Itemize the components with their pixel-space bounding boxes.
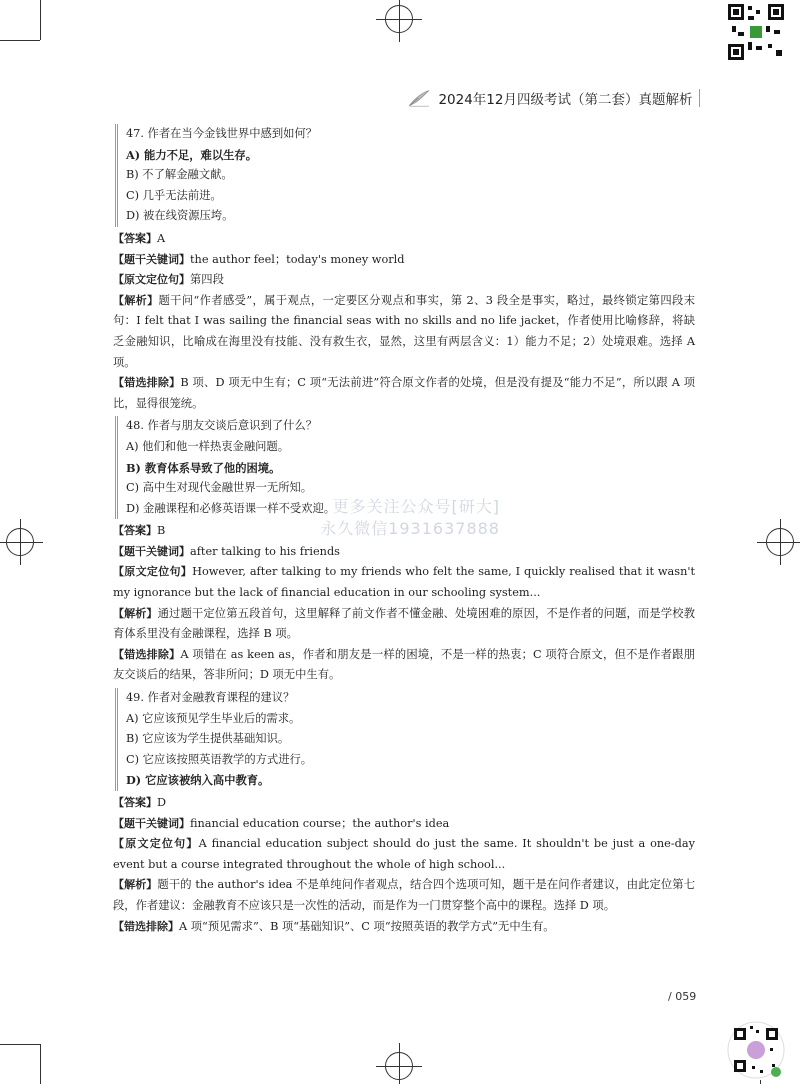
crop-mark xyxy=(40,1044,41,1084)
answer-value: A xyxy=(157,231,166,245)
option-b: B) 它应该为学生提供基础知识。 xyxy=(126,732,290,746)
answer-tag: 【答案】 xyxy=(113,796,157,809)
crop-mark xyxy=(0,40,40,41)
analysis-section xyxy=(113,291,695,373)
keyword-section xyxy=(113,542,695,563)
exclude-section xyxy=(113,373,695,414)
keyword-value: financial education course；the author's idea xyxy=(190,816,450,830)
analysis-text: 题干的 the author's idea 不是单纯问作者观点，结合四个选项可知，题干是在问作者建议，由此定位第七段，作者建议：金融教育不应该只是一次性的活动，而是作为一门贯穿整个高中的课程。选择 D 项。 xyxy=(113,878,695,912)
crop-mark xyxy=(40,0,41,40)
locate-value: A financial education subject should do just the same. It shouldn't be just a one-day event but a course integrated throughout the whole of high school... xyxy=(113,837,695,871)
locate-tag: 【原文定位句】 xyxy=(113,565,193,579)
watermark-line: 永久微信1931637888 xyxy=(320,519,500,538)
analysis-tag: 【解析】 xyxy=(113,293,159,307)
exclude-text: A 项错在 as keen as，作者和朋友是一样的困境，不是一样的热衷；C 项符合原文，但不是作者跟朋友交谈后的结果，答非所问；D 项无中生有。 xyxy=(113,647,696,682)
registration-mark xyxy=(766,528,794,556)
page-header xyxy=(408,84,700,112)
quill-icon xyxy=(408,86,430,110)
crop-mark xyxy=(0,1044,40,1045)
keyword-value: after talking to his friends xyxy=(190,544,340,558)
answer-section xyxy=(113,793,695,814)
exclude-section xyxy=(113,645,695,686)
answer-value: B xyxy=(157,524,166,538)
keyword-value: the author feel；today's money world xyxy=(190,252,405,266)
exclude-text: A 项“预见需求”、B 项“基础知识”、C 项“按照英语的教学方式”无中生有。 xyxy=(179,919,555,933)
keyword-section xyxy=(113,814,695,835)
locate-tag: 【原文定位句】 xyxy=(113,273,190,287)
question-stem: 47. 作者在当今金钱世界中感到如何？ xyxy=(126,127,318,140)
option-d: D) 被在线资源压垮。 xyxy=(126,209,234,223)
keyword-section xyxy=(113,250,695,271)
option-a: A) 他们和他一样热衷金融问题。 xyxy=(126,439,290,453)
page-number: / 059 xyxy=(668,990,697,1003)
keyword-tag: 【题干关键词】 xyxy=(113,816,190,830)
exclude-tag: 【错选排除】 xyxy=(113,919,179,933)
qr-code xyxy=(726,1020,786,1080)
locate-section xyxy=(113,270,695,291)
registration-mark xyxy=(6,528,34,556)
exclude-text: B 项、D 项无中生有；C 项“无法前进”符合原文作者的处境，但是没有提及“能力不足”，所以跟 A 项比，显得很笼统。 xyxy=(113,376,695,410)
locate-value: However, after talking to my friends who felt the same, I quickly realised that it wasn't my ignorance but the lack of financial education in our schooling system... xyxy=(113,565,695,600)
header-title: 2024年12月四级考试（第二套）真题解析 xyxy=(438,92,693,108)
answer-value: D xyxy=(157,796,167,809)
exclude-section xyxy=(113,917,695,938)
option-c: C) 几乎无法前进。 xyxy=(126,188,222,202)
option-c: C) 高中生对现代金融世界一无所知。 xyxy=(126,481,313,495)
analysis-section xyxy=(113,875,695,916)
option-b: B) 不了解金融文献。 xyxy=(126,168,233,182)
question-49 xyxy=(115,688,695,791)
option-d: D) 金融课程和必修英语课一样不受欢迎。 xyxy=(126,501,336,515)
keyword-tag: 【题干关键词】 xyxy=(113,252,190,266)
exclude-tag: 【错选排除】 xyxy=(113,376,181,390)
answer-section xyxy=(113,229,695,250)
question-stem: 48. 作者与朋友交谈后意识到了什么？ xyxy=(126,419,318,433)
option-b: B) 教育体系导致了他的困境。 xyxy=(126,460,281,475)
option-d: D) 它应该被纳入高中教育。 xyxy=(126,773,270,788)
analysis-text: 题干问“作者感受”，属于观点，一定要区分观点和事实，第 2、3 段全是事实，略过，最终锁定第四段末句：I felt that I was sailing the financial seas with no skills and no life jacket，作者使用比喻修辞，将缺乏金融知识，比喻成在海里没有技能、没有救生衣，显然，这里有两层含义：1）能力不足；2）处境艰难。选择 A 项。 xyxy=(113,293,695,369)
locate-tag: 【原文定位句】 xyxy=(113,837,199,851)
exclude-tag: 【错选排除】 xyxy=(113,647,181,661)
locate-section xyxy=(113,562,695,603)
locate-value: 第四段 xyxy=(190,273,224,287)
answer-section xyxy=(113,521,695,542)
registration-mark xyxy=(385,1052,413,1080)
option-a: A) 它应该预见学生毕业后的需求。 xyxy=(126,711,301,725)
keyword-tag: 【题干关键词】 xyxy=(113,544,190,558)
analysis-section xyxy=(113,604,695,645)
header-divider xyxy=(699,89,701,107)
watermark-line: 更多关注公众号[研大] xyxy=(332,497,500,516)
locate-section xyxy=(113,834,695,875)
question-47 xyxy=(115,124,695,227)
option-c: C) 它应该按照英语教学的方式进行。 xyxy=(126,752,313,766)
question-stem: 49. 作者对金融教育课程的建议？ xyxy=(126,691,295,705)
answer-tag: 【答案】 xyxy=(113,231,157,245)
answer-tag: 【答案】 xyxy=(113,524,157,538)
analysis-tag: 【解析】 xyxy=(113,606,158,620)
question-48 xyxy=(115,416,695,519)
option-a: A) 能力不足，难以生存。 xyxy=(126,147,258,162)
main-content xyxy=(113,124,695,937)
qr-code xyxy=(726,2,786,62)
analysis-tag: 【解析】 xyxy=(113,878,158,892)
analysis-text: 通过题干定位第五段首句，这里解释了前文作者不懂金融、处境困难的原因，不是作者的问题，而是学校教育体系里没有金融课程，选择 B 项。 xyxy=(113,606,695,641)
registration-mark xyxy=(385,5,413,33)
